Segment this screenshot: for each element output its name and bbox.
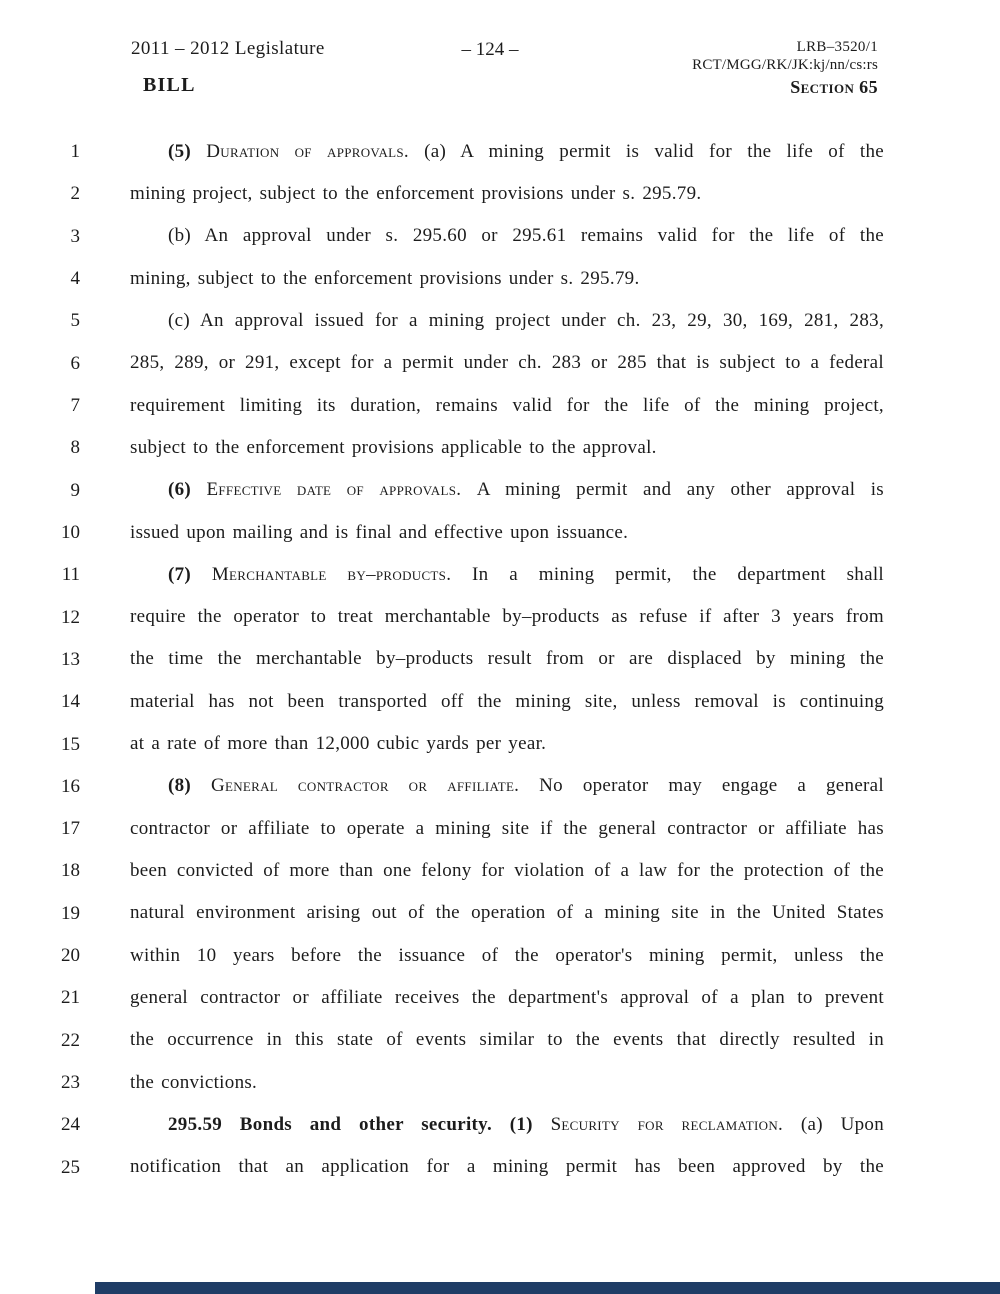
plain-text: (c) An approval issued for a mining project under ch. 23, 29, 30, 169, 281, 283,	[168, 309, 884, 331]
line-text	[130, 311, 884, 332]
line-number: 21	[61, 987, 80, 1009]
line-text	[130, 692, 884, 713]
plain-text: (b) An approval under s. 295.60 or 295.61 remains valid for the life of the	[168, 225, 884, 247]
bill-line	[0, 681, 1000, 723]
bill-line	[0, 935, 1000, 977]
line-number: 12	[61, 606, 80, 628]
line-number: 2	[70, 183, 80, 205]
bill-label: BILL	[143, 74, 196, 96]
plain-text: the occurrence in this state of events similar to the events that directly resulted in	[130, 1029, 884, 1051]
line-number: 24	[61, 1114, 80, 1136]
line-number: 23	[61, 1072, 80, 1094]
bill-line	[0, 596, 1000, 638]
line-number: 8	[70, 437, 80, 459]
plain-text: the convictions.	[130, 1071, 258, 1093]
bill-line	[0, 639, 1000, 681]
line-text	[130, 1157, 884, 1178]
bold-text: (6)	[168, 479, 207, 501]
bill-line	[0, 766, 1000, 808]
line-number: 9	[70, 479, 80, 501]
plain-text: within 10 years before the issuance of the operator's mining permit, unless the	[130, 944, 884, 966]
line-text	[130, 269, 884, 290]
line-text	[130, 396, 884, 417]
bill-line	[0, 893, 1000, 935]
bill-line	[0, 470, 1000, 512]
bill-line	[0, 385, 1000, 427]
legislature-session: 2011 – 2012 Legislature	[131, 38, 325, 59]
plain-text: mining, subject to the enforcement provisions under s. 295.79.	[130, 267, 640, 289]
smallcaps-text: Merchantable by–products.	[211, 563, 473, 585]
bill-line	[0, 512, 1000, 554]
page-number: – 124 –	[461, 39, 519, 60]
bill-line	[0, 343, 1000, 385]
line-text	[130, 184, 884, 205]
line-number: 19	[61, 902, 80, 924]
line-text	[130, 903, 884, 924]
section-label: Section 65	[790, 77, 878, 97]
line-number: 1	[70, 141, 80, 163]
line-text	[130, 438, 884, 459]
line-number: 13	[61, 648, 80, 670]
line-number: 17	[61, 818, 80, 840]
line-text	[130, 523, 884, 544]
bold-text: (8)	[168, 775, 211, 797]
plain-text: notification that an application for a mining permit has been approved by the	[130, 1156, 884, 1178]
line-number: 4	[70, 268, 80, 290]
bill-line	[0, 1062, 1000, 1104]
line-text	[130, 946, 884, 967]
line-text	[130, 1030, 884, 1051]
line-number: 6	[70, 352, 80, 374]
line-number: 25	[61, 1156, 80, 1178]
line-number: 11	[61, 564, 80, 586]
plain-text: the time the merchantable by–products result from or are displaced by mining the	[130, 648, 884, 670]
plain-text: (a) Upon	[800, 1113, 884, 1135]
smallcaps-text: Effective date of approvals.	[206, 479, 477, 501]
plain-text: subject to the enforcement provisions applicable to the approval.	[130, 436, 657, 458]
smallcaps-text: General contractor or affiliate.	[210, 775, 540, 797]
bill-line	[0, 977, 1000, 1019]
bill-line	[0, 300, 1000, 342]
bill-line	[0, 427, 1000, 469]
bill-text-body	[0, 131, 1000, 1189]
line-text	[130, 649, 884, 670]
line-text	[130, 353, 884, 374]
line-number: 16	[61, 775, 80, 797]
line-number: 3	[70, 225, 80, 247]
smallcaps-text: Duration of approvals.	[206, 140, 425, 162]
plain-text: No operator may engage a general	[539, 775, 884, 797]
line-text	[130, 776, 884, 797]
plain-text: In a mining permit, the department shall	[472, 563, 884, 585]
bill-line	[0, 554, 1000, 596]
plain-text: requirement limiting its duration, remains valid for the life of the mining project,	[130, 394, 884, 416]
bill-line	[0, 258, 1000, 300]
drafting-code: RCT/MGG/RK/JK:kj/nn/cs:rs	[692, 57, 878, 73]
line-text	[130, 607, 884, 628]
line-text	[130, 861, 884, 882]
bill-line	[0, 216, 1000, 258]
line-number: 22	[61, 1029, 80, 1051]
line-text	[130, 480, 884, 501]
bold-text: (7)	[168, 563, 212, 585]
line-text	[130, 226, 884, 247]
line-number: 7	[70, 395, 80, 417]
bill-line	[0, 1020, 1000, 1062]
plain-text: contractor or affiliate to operate a mining site if the general contractor or affiliate has	[130, 817, 884, 839]
plain-text: at a rate of more than 12,000 cubic yards per year.	[130, 733, 547, 755]
line-number: 10	[61, 521, 80, 543]
line-number: 18	[61, 860, 80, 882]
line-number: 5	[70, 310, 80, 332]
plain-text: general contractor or affiliate receives the department's approval of a plan to prevent	[130, 986, 884, 1008]
line-text	[130, 734, 884, 755]
plain-text: 285, 289, or 291, except for a permit under ch. 283 or 285 that is subject to a federal	[130, 352, 884, 374]
line-text	[130, 142, 884, 163]
plain-text: issued upon mailing and is final and effective upon issuance.	[130, 521, 629, 543]
lrb-number: LRB–3520/1	[796, 39, 878, 55]
bill-line	[0, 131, 1000, 173]
bill-line	[0, 723, 1000, 765]
plain-text: material has not been transported off the mining site, unless removal is continuing	[130, 690, 884, 712]
bill-line	[0, 1104, 1000, 1146]
bill-line	[0, 850, 1000, 892]
line-text	[130, 565, 884, 586]
line-text	[130, 819, 884, 840]
bill-line	[0, 1147, 1000, 1189]
line-number: 15	[61, 733, 80, 755]
bill-line	[0, 173, 1000, 215]
line-text	[130, 1073, 884, 1094]
line-number: 14	[61, 691, 80, 713]
bold-text: (5)	[168, 140, 207, 162]
smallcaps-text: Security for reclamation.	[550, 1113, 801, 1135]
bold-text: 295.59 Bonds and other security. (1)	[168, 1113, 551, 1135]
plain-text: (a) A mining permit is valid for the life of the	[424, 140, 884, 162]
line-text	[130, 1115, 884, 1136]
bottom-bar	[95, 1282, 1000, 1294]
bill-line	[0, 808, 1000, 850]
plain-text: been convicted of more than one felony for violation of a law for the protection of the	[130, 860, 884, 882]
plain-text: require the operator to treat merchantable by–products as refuse if after 3 years from	[130, 606, 884, 628]
line-number: 20	[61, 945, 80, 967]
plain-text: A mining permit and any other approval is	[476, 479, 884, 501]
plain-text: mining project, subject to the enforcement provisions under s. 295.79.	[130, 183, 702, 205]
line-text	[130, 988, 884, 1009]
plain-text: natural environment arising out of the operation of a mining site in the United States	[130, 902, 884, 924]
